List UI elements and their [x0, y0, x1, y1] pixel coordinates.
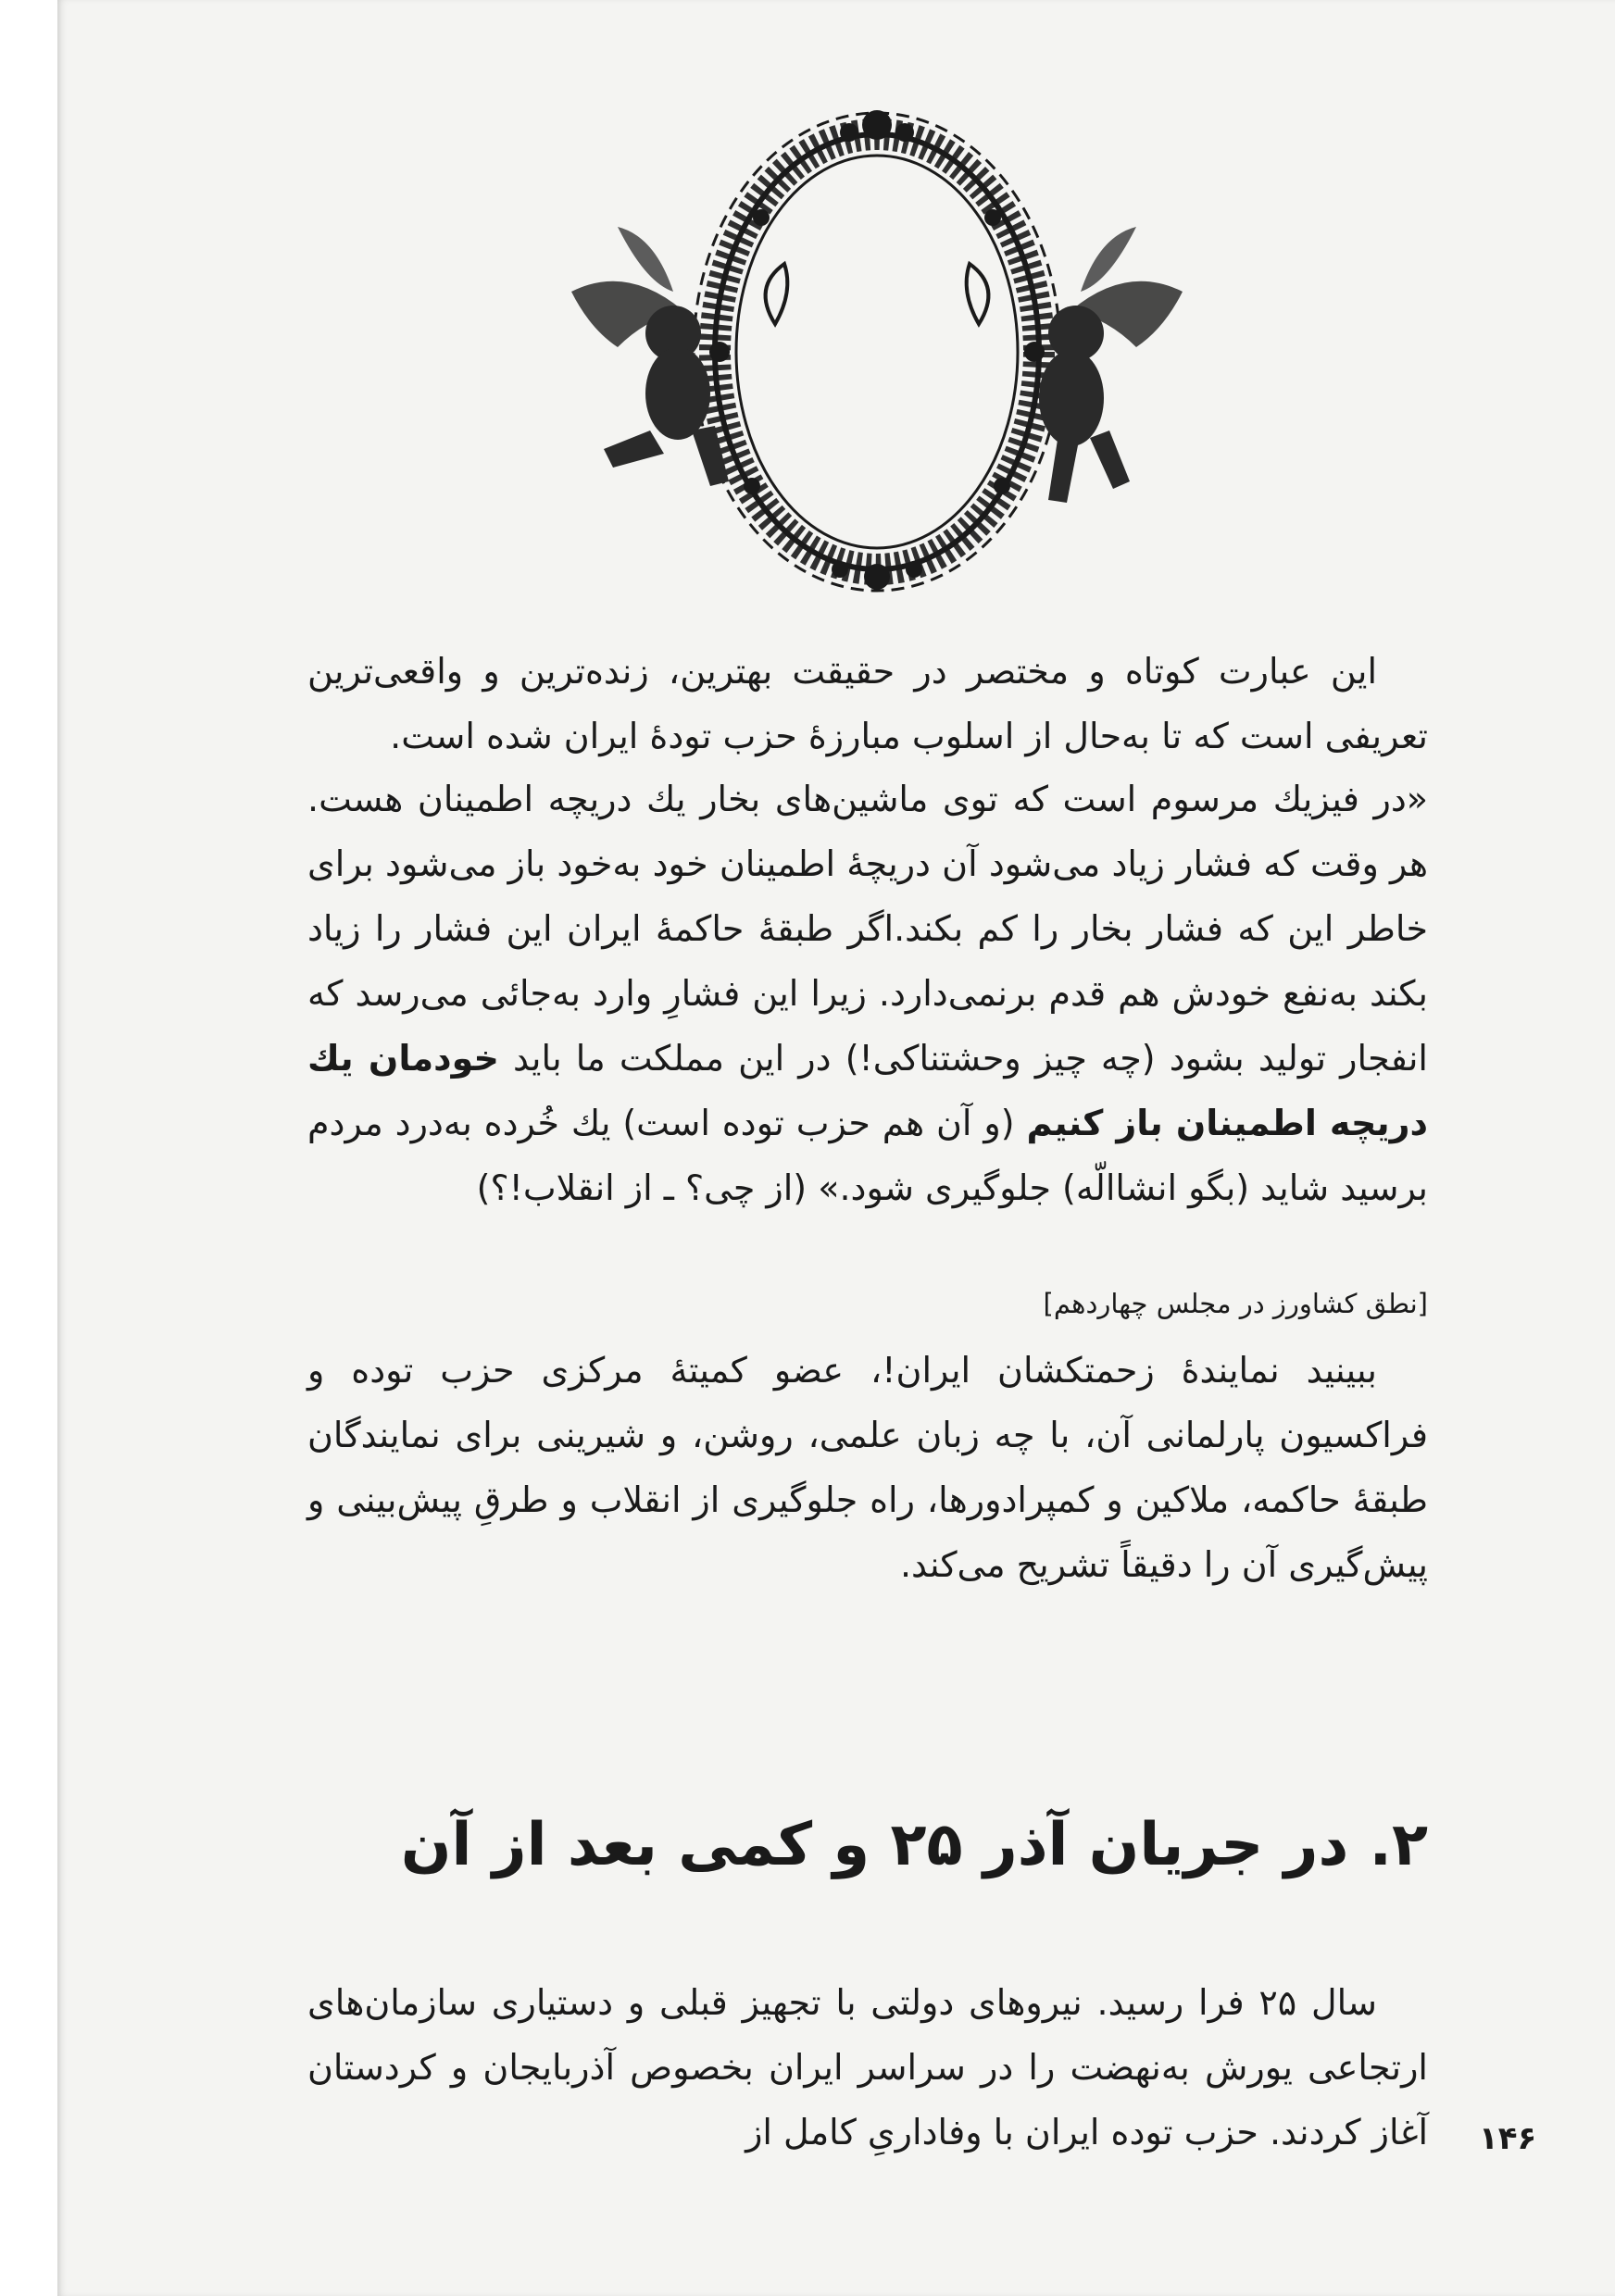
section-heading: ۲. در جریان آذر ۲۵ و کمی بعد از آن: [400, 1811, 1428, 1879]
page-sheet: [57, 0, 1615, 2296]
quote-bold-phrase: خودمان یك دریچه اطمینان باز کنیم: [307, 1038, 1428, 1143]
commentary-text: ببینید نمایندهٔ زحمتکشان ایران!، عضو کمیتهٔ مرکزی حزب توده و فراکسیون پارلمانی آن، با چه زبان علمی، روشن، و شیرینی برای نمایندگان طبقهٔ حاکمه، ملاکین و کمپرادورها، راه جلوگیری از انقلاب و طرقِ پیش‌بینی و پیش‌گیری آن را دقیقاً تشریح می‌کند.: [307, 1350, 1428, 1585]
intro-paragraph: [307, 639, 1428, 768]
fan-ornaments: [766, 264, 989, 324]
cherub-wreath-ornament: [562, 88, 1192, 606]
source-citation: [نطق کشاورز در مجلس چهاردهم]: [1043, 1288, 1428, 1319]
commentary-paragraph: [307, 1338, 1428, 1597]
quote-source: [307, 1285, 1428, 1322]
quote-text-part1: «در فیزیك مرسوم است که توی ماشین‌های بخار یك دریچه اطمینان هست. هر وقت که فشار زیاد می‌شود آن دریچهٔ اطمینان خود به‌خود باز می‌شود برای خاطر این که فشار بخار را کم بکند.اگر طبقهٔ حاکمهٔ ایران این فشار را زیاد بکند به‌نفع خودش هم قدم برنمی‌دارد. زیرا این فشارِ وارد به‌جائی می‌رسد که انفجار تولید بشود (چه چیز وحشتناکی!) در این مملکت ما باید: [307, 779, 1428, 1079]
quote-text-part2: (و آن هم حزب توده است) یك خُرده به‌درد مردم برسید شاید (بگو انشاالّه) جلوگیری شود.» (از چی؟ ـ از انقلاب!؟): [307, 1103, 1428, 1208]
closing-text: سال ۲۵ فرا رسید. نیروهای دولتی با تجهیز قبلی و دستیاری سازمان‌های ارتجاعی یورش به‌نهضت را در سراسر ایران بخصوص آذربایجان و کردستان آغاز کردند. حزب توده ایران با وفاداریِ کامل از: [307, 1982, 1428, 2152]
quote-paragraph: [307, 767, 1428, 1220]
cherub-right: [1039, 227, 1183, 503]
page-number: ۱۴۶: [1479, 2120, 1537, 2157]
intro-text: این عبارت کوتاه و مختصر در حقیقت بهترین، زنده‌ترین و واقعی‌ترین تعریفی است که تا به‌حال از اسلوب مبارزهٔ حزب تودهٔ ایران شده است.: [307, 651, 1428, 756]
closing-paragraph: [307, 1970, 1428, 2165]
wreath-frame: [694, 113, 1060, 591]
